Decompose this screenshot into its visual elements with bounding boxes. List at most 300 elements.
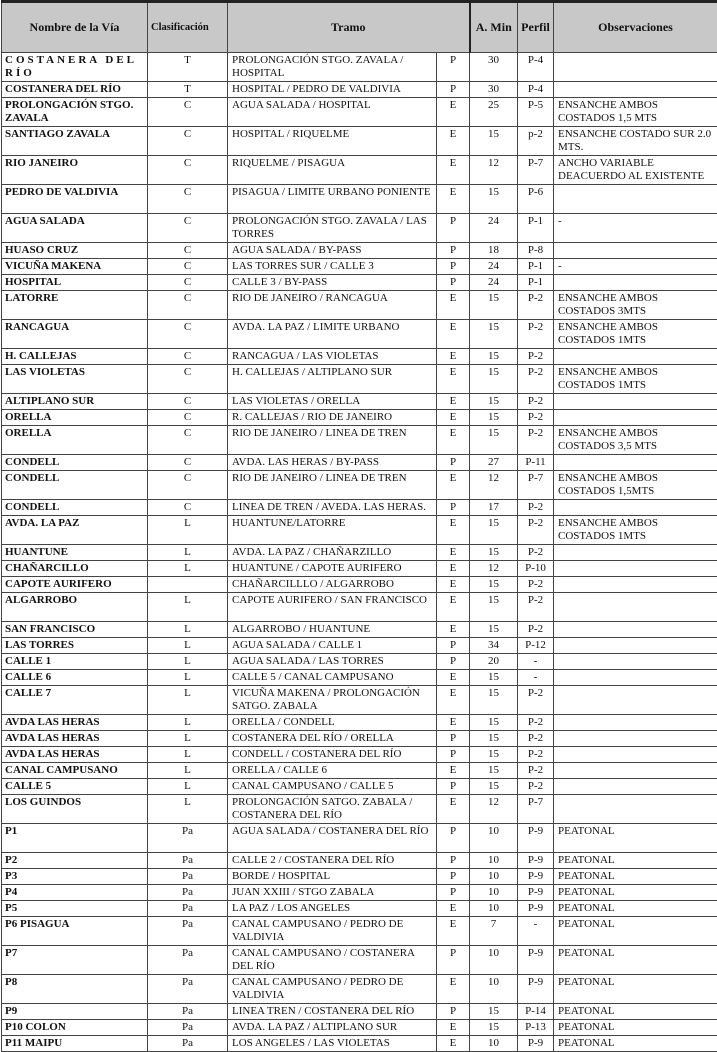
cell-amin: 12 [470, 561, 518, 577]
cell-tipo: P [437, 259, 470, 275]
cell-nombre: RANCAGUA [2, 320, 148, 349]
cell-perfil: P-9 [518, 824, 554, 853]
cell-clasificacion: T [148, 82, 228, 98]
table-row [2, 185, 717, 214]
cell-observaciones [554, 410, 717, 426]
cell-perfil: P-4 [518, 53, 554, 82]
cell-observaciones [554, 185, 717, 214]
cell-observaciones: ENSANCHE AMBOS COSTADOS 3MTS [554, 291, 717, 320]
table-row [2, 1036, 717, 1052]
cell-amin: 15 [470, 426, 518, 455]
cell-tipo: E [437, 426, 470, 455]
cell-tipo: E [437, 1036, 470, 1052]
cell-tramo: CANAL CAMPUSANO / COSTANERA DEL RÍO [228, 946, 437, 975]
cell-observaciones [554, 455, 717, 471]
cell-amin: 15 [470, 185, 518, 214]
cell-tramo: AVDA. LAS HERAS / BY-PASS [228, 455, 437, 471]
cell-observaciones [554, 561, 717, 577]
cell-tipo: E [437, 98, 470, 127]
cell-clasificacion: Pa [148, 885, 228, 901]
cell-tipo: E [437, 471, 470, 500]
table-row [2, 320, 717, 349]
cell-clasificacion: C [148, 156, 228, 185]
cell-tipo: E [437, 622, 470, 638]
cell-observaciones [554, 53, 717, 82]
table-row [2, 53, 717, 82]
cell-nombre: HOSPITAL [2, 275, 148, 291]
cell-tramo: CANAL CAMPUSANO / PEDRO DE VALDIVIA [228, 917, 437, 946]
cell-nombre: CONDELL [2, 471, 148, 500]
cell-nombre: SANTIAGO ZAVALA [2, 127, 148, 156]
cell-clasificacion: Pa [148, 917, 228, 946]
cell-tramo: AVDA. LA PAZ / ALTIPLANO SUR [228, 1020, 437, 1036]
cell-tipo: E [437, 763, 470, 779]
cell-amin: 15 [470, 127, 518, 156]
cell-tramo: HOSPITAL / PEDRO DE VALDIVIA [228, 82, 437, 98]
cell-nombre: AGUA SALADA [2, 214, 148, 243]
cell-amin: 17 [470, 500, 518, 516]
cell-amin: 15 [470, 545, 518, 561]
cell-amin: 15 [470, 593, 518, 622]
table-row [2, 869, 717, 885]
cell-tipo: E [437, 185, 470, 214]
cell-tipo: E [437, 349, 470, 365]
cell-clasificacion: Pa [148, 901, 228, 917]
cell-amin: 10 [470, 946, 518, 975]
cell-nombre: H. CALLEJAS [2, 349, 148, 365]
table-row [2, 654, 717, 670]
cell-tipo: E [437, 156, 470, 185]
cell-nombre: P1 [2, 824, 148, 853]
cell-tipo: P [437, 455, 470, 471]
cell-tipo: E [437, 670, 470, 686]
cell-tipo: P [437, 853, 470, 869]
table-row [2, 975, 717, 1004]
table-row [2, 686, 717, 715]
cell-tramo: ORELLA / CONDELL [228, 715, 437, 731]
cell-clasificacion: Pa [148, 1020, 228, 1036]
cell-tipo: E [437, 561, 470, 577]
cell-perfil: P-2 [518, 365, 554, 394]
table-row [2, 82, 717, 98]
table-row [2, 545, 717, 561]
table-row [2, 455, 717, 471]
cell-tipo: P [437, 946, 470, 975]
cell-nombre: P2 [2, 853, 148, 869]
cell-nombre: P8 [2, 975, 148, 1004]
cell-clasificacion: Pa [148, 946, 228, 975]
header-amin: A. Min [470, 2, 518, 53]
cell-nombre: P4 [2, 885, 148, 901]
table-row [2, 779, 717, 795]
header-row [2, 2, 717, 53]
cell-clasificacion: L [148, 763, 228, 779]
cell-amin: 10 [470, 885, 518, 901]
cell-observaciones [554, 654, 717, 670]
cell-perfil: P-7 [518, 156, 554, 185]
cell-clasificacion: L [148, 686, 228, 715]
cell-observaciones [554, 715, 717, 731]
cell-perfil: P-2 [518, 763, 554, 779]
cell-clasificacion: Pa [148, 1036, 228, 1052]
cell-tramo: PISAGUA / LIMITE URBANO PONIENTE [228, 185, 437, 214]
cell-tipo: E [437, 394, 470, 410]
cell-nombre: VICUÑA MAKENA [2, 259, 148, 275]
cell-observaciones: ENSANCHE AMBOS COSTADOS 1,5MTS [554, 471, 717, 500]
table-row [2, 795, 717, 824]
cell-tramo: LINEA TREN / COSTANERA DEL RÍO [228, 1004, 437, 1020]
cell-perfil: P-9 [518, 975, 554, 1004]
cell-perfil: P-2 [518, 545, 554, 561]
cell-tramo: CANAL CAMPUSANO / PEDRO DE VALDIVIA [228, 975, 437, 1004]
cell-clasificacion: L [148, 747, 228, 763]
table-row [2, 824, 717, 853]
cell-observaciones [554, 638, 717, 654]
cell-amin: 15 [470, 763, 518, 779]
header-perfil: Perfil [518, 2, 554, 53]
cell-tramo: ORELLA / CALLE 6 [228, 763, 437, 779]
cell-clasificacion: C [148, 275, 228, 291]
cell-tramo: CAPOTE AURIFERO / SAN FRANCISCO [228, 593, 437, 622]
cell-amin: 15 [470, 577, 518, 593]
cell-perfil: P-1 [518, 214, 554, 243]
cell-clasificacion: C [148, 426, 228, 455]
cell-tramo: BORDE / HOSPITAL [228, 869, 437, 885]
cell-tramo: LAS TORRES SUR / CALLE 3 [228, 259, 437, 275]
cell-perfil: P-2 [518, 394, 554, 410]
cell-nombre: CANAL CAMPUSANO [2, 763, 148, 779]
cell-tramo: HUANTUNE / CAPOTE AURIFERO [228, 561, 437, 577]
cell-tipo: P [437, 82, 470, 98]
table-row [2, 471, 717, 500]
table-row [2, 747, 717, 763]
cell-amin: 15 [470, 779, 518, 795]
cell-nombre: P5 [2, 901, 148, 917]
cell-tipo: P [437, 824, 470, 853]
cell-tramo: PROLONGACIÓN STGO. ZAVALA / HOSPITAL [228, 53, 437, 82]
cell-amin: 15 [470, 686, 518, 715]
cell-nombre: AVDA LAS HERAS [2, 747, 148, 763]
cell-amin: 15 [470, 747, 518, 763]
cell-amin: 30 [470, 53, 518, 82]
cell-amin: 15 [470, 291, 518, 320]
cell-perfil: P-11 [518, 455, 554, 471]
cell-observaciones [554, 577, 717, 593]
cell-tramo: HUANTUNE/LATORRE [228, 516, 437, 545]
cell-tramo: AGUA SALADA / CALLE 1 [228, 638, 437, 654]
cell-tipo: E [437, 577, 470, 593]
cell-tipo: P [437, 747, 470, 763]
table-row [2, 98, 717, 127]
cell-tramo: RIO DE JANEIRO / LINEA DE TREN [228, 471, 437, 500]
cell-tipo: P [437, 779, 470, 795]
cell-tramo: AGUA SALADA / LAS TORRES [228, 654, 437, 670]
cell-observaciones: PEATONAL [554, 1036, 717, 1052]
cell-tipo: E [437, 975, 470, 1004]
cell-clasificacion: C [148, 471, 228, 500]
table-row [2, 622, 717, 638]
cell-amin: 15 [470, 731, 518, 747]
cell-amin: 34 [470, 638, 518, 654]
table-row [2, 561, 717, 577]
cell-perfil: P-2 [518, 686, 554, 715]
cell-amin: 10 [470, 824, 518, 853]
cell-amin: 10 [470, 901, 518, 917]
cell-clasificacion: L [148, 654, 228, 670]
cell-tramo: LINEA DE TREN / AVEDA. LAS HERAS. [228, 500, 437, 516]
cell-clasificacion: L [148, 715, 228, 731]
cell-perfil: P-8 [518, 243, 554, 259]
cell-clasificacion: C [148, 349, 228, 365]
cell-nombre: ALGARROBO [2, 593, 148, 622]
cell-perfil: P-1 [518, 259, 554, 275]
cell-tramo: R. CALLEJAS / RIO DE JANEIRO [228, 410, 437, 426]
cell-perfil: P-2 [518, 715, 554, 731]
cell-tramo: AVDA. LA PAZ / LIMITE URBANO [228, 320, 437, 349]
cell-nombre: COSTANERA DEL RÍO [2, 53, 148, 82]
cell-observaciones: ENSANCHE AMBOS COSTADOS 1MTS [554, 516, 717, 545]
cell-perfil: P-2 [518, 500, 554, 516]
cell-clasificacion: C [148, 365, 228, 394]
table-row [2, 917, 717, 946]
cell-amin: 12 [470, 795, 518, 824]
cell-amin: 15 [470, 365, 518, 394]
cell-perfil: P-9 [518, 946, 554, 975]
cell-observaciones [554, 349, 717, 365]
cell-tramo: RIO DE JANEIRO / RANCAGUA [228, 291, 437, 320]
cell-amin: 10 [470, 1036, 518, 1052]
cell-tramo: H. CALLEJAS / ALTIPLANO SUR [228, 365, 437, 394]
cell-tipo: E [437, 686, 470, 715]
cell-amin: 15 [470, 1020, 518, 1036]
cell-observaciones: - [554, 214, 717, 243]
cell-tipo: P [437, 53, 470, 82]
cell-perfil: P-10 [518, 561, 554, 577]
cell-observaciones: ENSANCHE AMBOS COSTADOS 1MTS [554, 320, 717, 349]
cell-perfil: P-4 [518, 82, 554, 98]
cell-clasificacion: C [148, 394, 228, 410]
cell-perfil: P-2 [518, 577, 554, 593]
table-row [2, 593, 717, 622]
cell-tipo: P [437, 731, 470, 747]
cell-tramo: JUAN XXIII / STGO ZABALA [228, 885, 437, 901]
table-row [2, 946, 717, 975]
cell-nombre: LATORRE [2, 291, 148, 320]
cell-amin: 15 [470, 670, 518, 686]
vias-table [1, 0, 717, 1052]
cell-clasificacion: C [148, 291, 228, 320]
table-row [2, 500, 717, 516]
cell-observaciones: PEATONAL [554, 901, 717, 917]
cell-nombre: P3 [2, 869, 148, 885]
cell-perfil: P-2 [518, 320, 554, 349]
table-row [2, 365, 717, 394]
cell-tipo: P [437, 654, 470, 670]
table-row [2, 1004, 717, 1020]
table-row [2, 349, 717, 365]
cell-observaciones: ENSANCHE AMBOS COSTADOS 1MTS [554, 365, 717, 394]
cell-observaciones [554, 763, 717, 779]
cell-perfil: P-2 [518, 747, 554, 763]
cell-perfil: P-2 [518, 426, 554, 455]
table-row [2, 577, 717, 593]
table-row [2, 1020, 717, 1036]
cell-nombre: SAN FRANCISCO [2, 622, 148, 638]
cell-amin: 15 [470, 516, 518, 545]
cell-tipo: E [437, 917, 470, 946]
cell-tramo: CALLE 5 / CANAL CAMPUSANO [228, 670, 437, 686]
cell-nombre: AVDA. LA PAZ [2, 516, 148, 545]
cell-clasificacion: L [148, 516, 228, 545]
cell-perfil: P-2 [518, 349, 554, 365]
table-row [2, 885, 717, 901]
cell-perfil: P-1 [518, 275, 554, 291]
cell-amin: 15 [470, 320, 518, 349]
cell-perfil: p-2 [518, 127, 554, 156]
cell-nombre: CALLE 6 [2, 670, 148, 686]
cell-nombre: CONDELL [2, 500, 148, 516]
cell-nombre: ORELLA [2, 410, 148, 426]
cell-nombre: AVDA LAS HERAS [2, 715, 148, 731]
cell-amin: 10 [470, 869, 518, 885]
cell-clasificacion: Pa [148, 853, 228, 869]
cell-perfil: P-7 [518, 471, 554, 500]
cell-observaciones [554, 394, 717, 410]
cell-observaciones: PEATONAL [554, 946, 717, 975]
table-row [2, 214, 717, 243]
cell-observaciones: ENSANCHE AMBOS COSTADOS 1,5 MTS [554, 98, 717, 127]
cell-nombre: LAS VIOLETAS [2, 365, 148, 394]
cell-nombre: P9 [2, 1004, 148, 1020]
cell-observaciones [554, 275, 717, 291]
cell-tipo: E [437, 1020, 470, 1036]
cell-tipo: E [437, 545, 470, 561]
cell-amin: 15 [470, 622, 518, 638]
cell-tipo: P [437, 1004, 470, 1020]
table-body [2, 53, 717, 1052]
cell-amin: 10 [470, 853, 518, 869]
cell-amin: 18 [470, 243, 518, 259]
cell-tipo: P [437, 885, 470, 901]
cell-perfil: - [518, 654, 554, 670]
cell-clasificacion: C [148, 214, 228, 243]
cell-tipo: P [437, 638, 470, 654]
cell-nombre: CAPOTE AURIFERO [2, 577, 148, 593]
header-tramo: Tramo [228, 2, 470, 53]
cell-tramo: PROLONGACIÓN STGO. ZAVALA / LAS TORRES [228, 214, 437, 243]
cell-observaciones: PEATONAL [554, 885, 717, 901]
table-row [2, 426, 717, 455]
cell-nombre: PROLONGACIÓN STGO. ZAVALA [2, 98, 148, 127]
cell-tramo: CALLE 2 / COSTANERA DEL RÍO [228, 853, 437, 869]
cell-perfil: P-9 [518, 1036, 554, 1052]
cell-nombre: PEDRO DE VALDIVIA [2, 185, 148, 214]
cell-tipo: E [437, 365, 470, 394]
cell-amin: 27 [470, 455, 518, 471]
cell-nombre: HUASO CRUZ [2, 243, 148, 259]
cell-amin: 20 [470, 654, 518, 670]
cell-observaciones: PEATONAL [554, 824, 717, 853]
cell-tramo: CONDELL / COSTANERA DEL RÍO [228, 747, 437, 763]
cell-amin: 15 [470, 715, 518, 731]
table-row [2, 670, 717, 686]
cell-nombre: HUANTUNE [2, 545, 148, 561]
cell-clasificacion: L [148, 545, 228, 561]
cell-observaciones: PEATONAL [554, 1020, 717, 1036]
cell-clasificacion: Pa [148, 975, 228, 1004]
cell-nombre: ORELLA [2, 426, 148, 455]
table-row [2, 394, 717, 410]
table-row [2, 853, 717, 869]
cell-amin: 15 [470, 349, 518, 365]
cell-clasificacion: L [148, 670, 228, 686]
cell-observaciones [554, 747, 717, 763]
cell-tramo: LAS VIOLETAS / ORELLA [228, 394, 437, 410]
cell-observaciones: ANCHO VARIABLE DEACUERDO AL EXISTENTE [554, 156, 717, 185]
table-row [2, 638, 717, 654]
cell-clasificacion: C [148, 320, 228, 349]
cell-nombre: CALLE 7 [2, 686, 148, 715]
cell-clasificacion: Pa [148, 824, 228, 853]
cell-perfil: P-2 [518, 516, 554, 545]
cell-tipo: E [437, 795, 470, 824]
cell-clasificacion: C [148, 259, 228, 275]
cell-perfil: P-2 [518, 622, 554, 638]
cell-nombre: RIO JANEIRO [2, 156, 148, 185]
cell-clasificacion: L [148, 638, 228, 654]
cell-perfil: P-9 [518, 869, 554, 885]
cell-observaciones: - [554, 259, 717, 275]
cell-nombre: CALLE 5 [2, 779, 148, 795]
cell-nombre: AVDA LAS HERAS [2, 731, 148, 747]
cell-tipo: P [437, 214, 470, 243]
cell-tipo: P [437, 275, 470, 291]
table-row [2, 259, 717, 275]
cell-tipo: E [437, 127, 470, 156]
cell-nombre: ALTIPLANO SUR [2, 394, 148, 410]
cell-tipo: P [437, 869, 470, 885]
cell-nombre: CALLE 1 [2, 654, 148, 670]
cell-tramo: VICUÑA MAKENA / PROLONGACIÓN SATGO. ZABALA [228, 686, 437, 715]
cell-nombre: LOS GUINDOS [2, 795, 148, 824]
cell-observaciones: PEATONAL [554, 1004, 717, 1020]
cell-clasificacion: C [148, 500, 228, 516]
cell-tramo: AGUA SALADA / HOSPITAL [228, 98, 437, 127]
header-observaciones: Observaciones [554, 2, 717, 53]
cell-perfil: P-5 [518, 98, 554, 127]
cell-tramo: LOS ANGELES / LAS VIOLETAS [228, 1036, 437, 1052]
cell-perfil: P-13 [518, 1020, 554, 1036]
cell-tipo: E [437, 715, 470, 731]
cell-amin: 30 [470, 82, 518, 98]
cell-tramo: AGUA SALADA / BY-PASS [228, 243, 437, 259]
cell-clasificacion: L [148, 561, 228, 577]
cell-observaciones [554, 686, 717, 715]
header-clasificacion: Clasificación [148, 2, 228, 53]
cell-tipo: P [437, 500, 470, 516]
cell-perfil: P-9 [518, 885, 554, 901]
cell-tramo: RANCAGUA / LAS VIOLETAS [228, 349, 437, 365]
cell-clasificacion: C [148, 185, 228, 214]
cell-clasificacion: T [148, 53, 228, 82]
table-row [2, 901, 717, 917]
cell-amin: 10 [470, 975, 518, 1004]
cell-tramo: AGUA SALADA / COSTANERA DEL RÍO [228, 824, 437, 853]
cell-perfil: - [518, 917, 554, 946]
cell-tramo: ALGARROBO / HUANTUNE [228, 622, 437, 638]
cell-tipo: E [437, 410, 470, 426]
cell-observaciones: PEATONAL [554, 917, 717, 946]
